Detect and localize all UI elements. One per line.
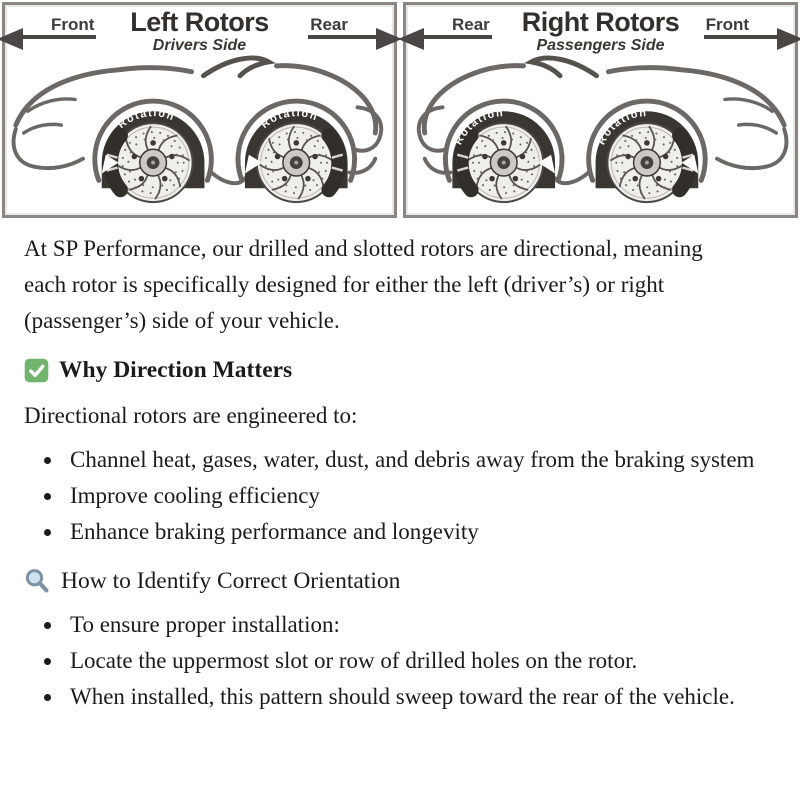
car-illustration-right [406, 54, 795, 212]
why-lead-text: Directional rotors are engineered to: [24, 403, 358, 428]
panel-subtitle: Passengers Side [536, 36, 665, 54]
rear-direction-label [452, 15, 490, 35]
panel-title: Right Rotors [521, 7, 680, 37]
how-to-identify-heading [24, 563, 776, 599]
intro-paragraph: At SP Performance, our drilled and slotted rotors are directional, meaning each rotor is specifically designed for either the left (driver’s) or right (passenger’s) side of your vehicle. [24, 236, 703, 333]
list-item: • Improve cooling efficiency [64, 478, 756, 514]
why-bullet-list [24, 442, 756, 550]
rotation-label: Rotation [452, 107, 505, 147]
rear-label: Rear [310, 15, 348, 34]
right-rotors-panel [403, 2, 798, 218]
heading-text: How to Identify Correct Orientation [61, 568, 401, 594]
rotor-direction-diagram [0, 0, 800, 218]
magnifying-glass-icon [24, 568, 51, 595]
article [0, 218, 800, 715]
left-rotors-panel [2, 2, 397, 218]
panel-subtitle: Drivers Side [152, 36, 247, 54]
rotation-label: Rotation [595, 107, 648, 147]
list-item: • Channel heat, gases, water, dust, and debris away from the braking system [64, 442, 756, 478]
list-item: • Enhance braking performance and longevity [64, 514, 756, 550]
rotation-label: Rotation [115, 107, 177, 131]
list-item: • Locate the uppermost slot or row of drilled holes on the rotor. [64, 643, 756, 679]
list-item: • To ensure proper installation: [64, 607, 756, 643]
how-bullet-list [24, 607, 756, 715]
left-panel-titles [85, 9, 315, 54]
list-item: • When installed, this pattern should sweep toward the rear of the vehicle. [64, 679, 756, 715]
rear-direction-label [310, 15, 348, 35]
heading-text: Why Direction Matters [59, 357, 293, 383]
car-illustration-left [5, 54, 394, 212]
front-label: Front [705, 15, 749, 34]
front-label: Front [51, 15, 95, 34]
check-mark-icon [24, 358, 49, 383]
rotation-label: Rotation [258, 107, 320, 131]
panel-title: Left Rotors [130, 7, 269, 37]
right-panel-titles [486, 9, 716, 54]
why-direction-matters-heading [24, 352, 776, 388]
rear-label: Rear [452, 15, 490, 34]
front-direction-label [706, 15, 749, 35]
